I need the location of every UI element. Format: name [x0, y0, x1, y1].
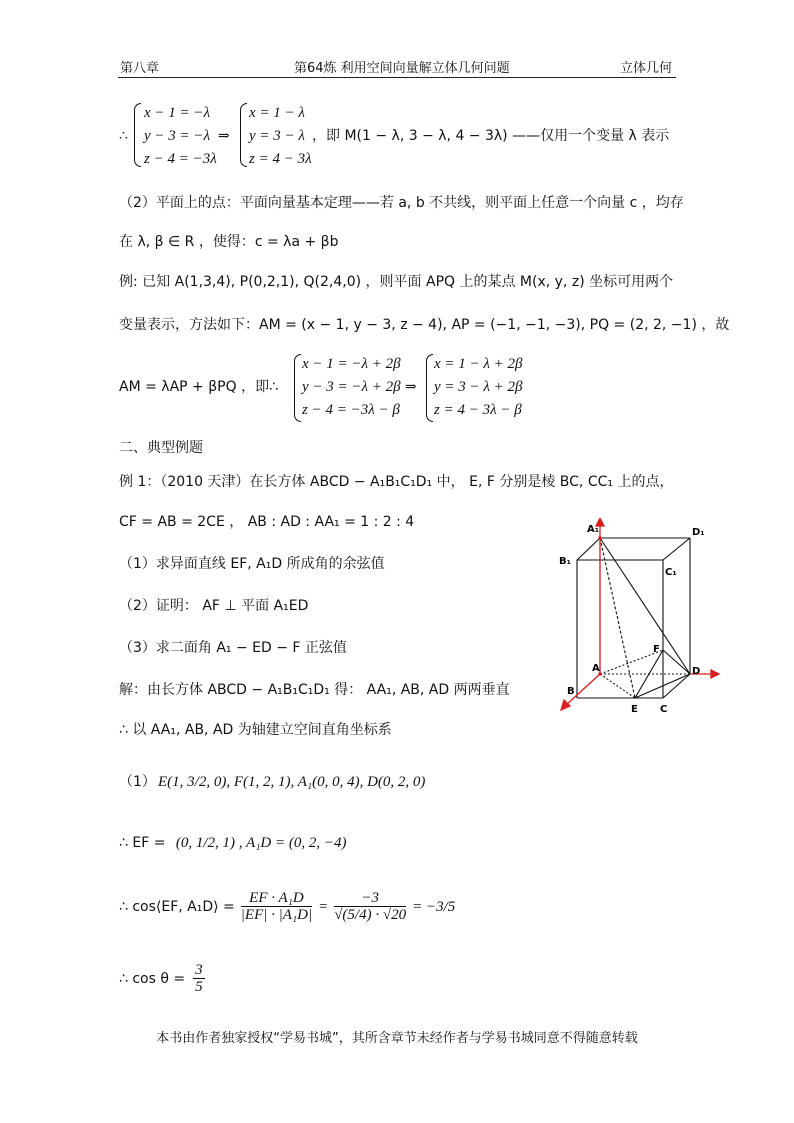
coords-list: E(1, 3/2, 0), F(1, 2, 1), A₁(0, 0, 4), D(0, 2, 0) [158, 774, 426, 790]
system1-right-eq2: y = 3 − λ [249, 128, 305, 144]
section-title: 二、典型例题 [119, 440, 203, 456]
point-a1-dot [598, 536, 602, 540]
cos-result: = −3/5 [412, 898, 456, 915]
problem-line2: CF = AB = 2CE ， AB : AD : AA₁ = 1 : 2 : 4 [119, 514, 415, 530]
edge-a1b1 [577, 538, 600, 560]
label-a: A [592, 663, 600, 674]
y-axis-arrow-icon [711, 670, 719, 678]
label-c: C [660, 704, 668, 715]
example-line1: 例: 已知 A(1,3,4), P(0,2,1), Q(2,4,0) ，则平面 APQ 上的某点 M(x, y, z) 坐标可用两个 [119, 274, 674, 290]
cos-lhs: ∴ cos⟨EF, A₁D⟩ = [119, 898, 235, 915]
solution-line1: 解：由长方体 ABCD − A₁B₁C₁D₁ 得： AA₁, AB, AD 两两垂直 [119, 682, 510, 698]
system1-left-eq3: z − 4 = −3λ [144, 151, 217, 167]
cos-frac2-den: √(5/4) · √20 [334, 907, 407, 923]
footer-copyright: 本书由作者独家授权“学易书城”，其所含章节未经作者与学易书城同意不得随意转载 [156, 1031, 638, 1046]
vec-ef-lhs: ∴ EF = [119, 835, 166, 851]
label-a1: A₁ [587, 524, 600, 535]
line-ae [600, 674, 635, 698]
example-implies-arrow: ⇒ [405, 379, 417, 395]
label-c1: C₁ [665, 567, 677, 578]
example-line2: 变量表示，方法如下：AM = (x − 1, y − 3, z − 4), AP = (−1, −1, −3), PQ = (2, 2, −1) ，故 [119, 317, 730, 333]
vec-ef-rhs: (0, 1/2, 1) , A₁D = (0, 2, −4) [175, 835, 347, 851]
cos-frac1-num: EF · A₁D [241, 890, 312, 907]
label-e: E [631, 704, 638, 715]
example-left-eq2: y − 3 = −λ + 2β [302, 379, 401, 395]
cos-frac2-num: −3 [334, 890, 406, 907]
coords-label: （1） [119, 774, 156, 790]
header-chapter: 第八章 [120, 61, 160, 76]
example-left-brace [294, 354, 301, 422]
therefore-symbol: ∴ [119, 128, 128, 144]
example-left-eq1: x − 1 = −λ + 2β [302, 356, 401, 372]
final-num: 3 [195, 962, 203, 978]
label-b1: B₁ [559, 556, 572, 567]
solution-line2: ∴ 以 AA₁, AB, AD 为轴建立空间直角坐标系 [119, 722, 392, 738]
para2-line1: （2）平面上的点：平面向量基本定理——若 a, b 不共线，则平面上任意一个向量 c ，均存 [119, 195, 684, 211]
left-brace [134, 103, 141, 167]
line-a1d [600, 538, 690, 674]
example-lead: AM = λAP + βPQ ，即∴ [119, 379, 278, 395]
example-left-eq3: z − 4 = −3λ − β [302, 402, 400, 418]
para2-line2: 在 λ, β ∈ R ，使得：c = λa + βb [119, 234, 339, 250]
header-title: 第64炼 利用空间向量解立体几何问题 [294, 61, 510, 76]
line-ef [635, 650, 663, 698]
final-lhs: ∴ cos θ = [119, 970, 186, 987]
system1-left-eq1: x − 1 = −λ [144, 105, 211, 121]
example-right-eq2: y = 3 − λ + 2β [434, 379, 523, 395]
edge-cd [663, 674, 690, 698]
problem-q2: （2）证明： AF ⊥ 平面 A₁ED [119, 598, 309, 614]
system1-left-eq2: y − 3 = −λ [144, 128, 211, 144]
cuboid-figure [555, 518, 725, 718]
edge-c1d1 [663, 538, 690, 560]
label-d: D [692, 666, 701, 677]
example-right-eq3: z = 4 − 3λ − β [434, 402, 522, 418]
system1-right-eq3: z = 4 − 3λ [249, 151, 312, 167]
header-topic: 立体几何 [620, 61, 673, 76]
system1-right-eq1: x = 1 − λ [249, 105, 305, 121]
x-axis-arrow-icon [561, 700, 570, 710]
system1-tail: ，即 M(1 − λ, 3 − λ, 4 − 3λ) ——仅用一个变量 λ 表示 [312, 128, 670, 144]
label-b: B [567, 686, 575, 697]
cos-frac1-den: |EF| · |A₁D| [240, 907, 313, 923]
problem-q3: （3）求二面角 A₁ − ED − F 正弦值 [119, 640, 347, 656]
label-d1: D₁ [692, 527, 705, 538]
example-right-eq1: x = 1 − λ + 2β [434, 356, 523, 372]
implies-arrow: ⇒ [218, 128, 230, 144]
problem-line1: 例 1：（2010 天津）在长方体 ABCD − A₁B₁C₁D₁ 中， E, F 分别是棱 BC, CC₁ 上的点， [119, 474, 674, 490]
right-brace [240, 103, 247, 167]
label-f: F [653, 644, 660, 655]
problem-q1: （1）求异面直线 EF, A₁D 所成角的余弦值 [119, 556, 385, 572]
example-right-brace [426, 354, 433, 422]
final-den: 5 [195, 979, 203, 995]
header-rule [118, 77, 676, 78]
